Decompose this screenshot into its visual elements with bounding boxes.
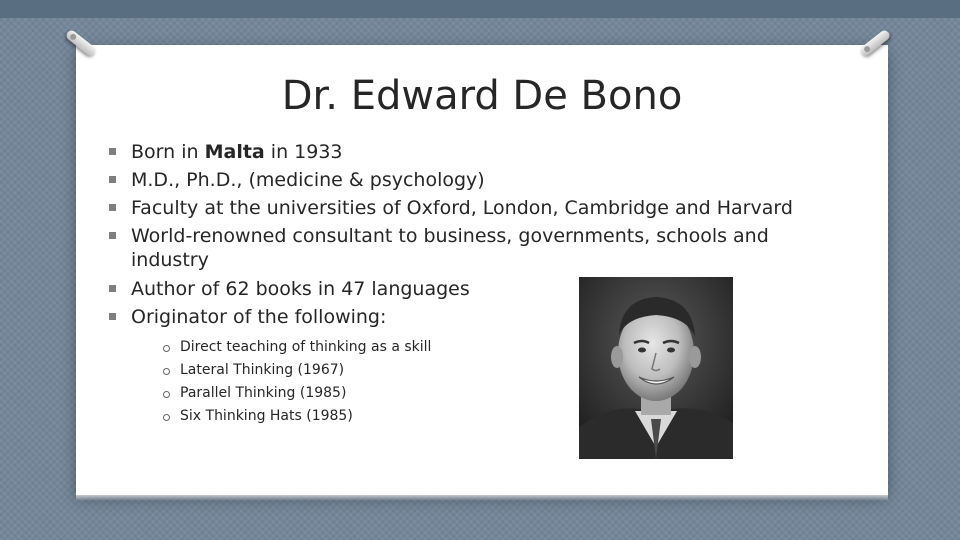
circle-bullet-icon [163,368,170,375]
sub-bullet-text: Direct teaching of thinking as a skill [180,339,432,355]
square-bullet-icon [109,313,116,320]
bullet-item [109,140,809,164]
sub-bullet-item [162,336,431,359]
bullet-item [109,196,809,220]
bullet-item [109,224,791,272]
background-top-band [0,0,960,18]
paper-shadow-edge [76,495,888,501]
circle-bullet-icon [163,391,170,398]
sub-bullet-list [162,336,431,428]
sub-bullet-item [162,359,431,382]
bullet-text: Faculty at the universities of Oxford, London, Cambridge and Harvard [131,197,793,219]
square-bullet-icon [109,148,116,155]
sub-bullet-item [162,405,431,428]
sub-bullet-text: Lateral Thinking (1967) [180,362,345,378]
square-bullet-icon [109,285,116,292]
square-bullet-icon [109,176,116,183]
bullet-text: Born in [131,141,205,163]
slide-title: Dr. Edward De Bono [281,73,683,119]
bullet-item [109,168,809,192]
portrait-photo [579,277,733,459]
bullet-bold-text: Malta [204,141,265,163]
circle-bullet-icon [163,414,170,421]
bullet-text: Author of 62 books in 47 languages [131,278,470,300]
square-bullet-icon [109,232,116,239]
sub-bullet-text: Six Thinking Hats (1985) [180,408,353,424]
bullet-text: Originator of the following: [131,306,387,328]
sub-bullet-item [162,382,431,405]
sub-bullet-text: Parallel Thinking (1985) [180,385,347,401]
bullet-text: in 1933 [264,141,343,163]
square-bullet-icon [109,204,116,211]
portrait-illustration [579,277,733,459]
bullet-text: M.D., Ph.D., (medicine & psychology) [131,169,485,191]
bullet-text: World-renowned consultant to business, governments, schools and industry [131,225,769,271]
circle-bullet-icon [163,345,170,352]
